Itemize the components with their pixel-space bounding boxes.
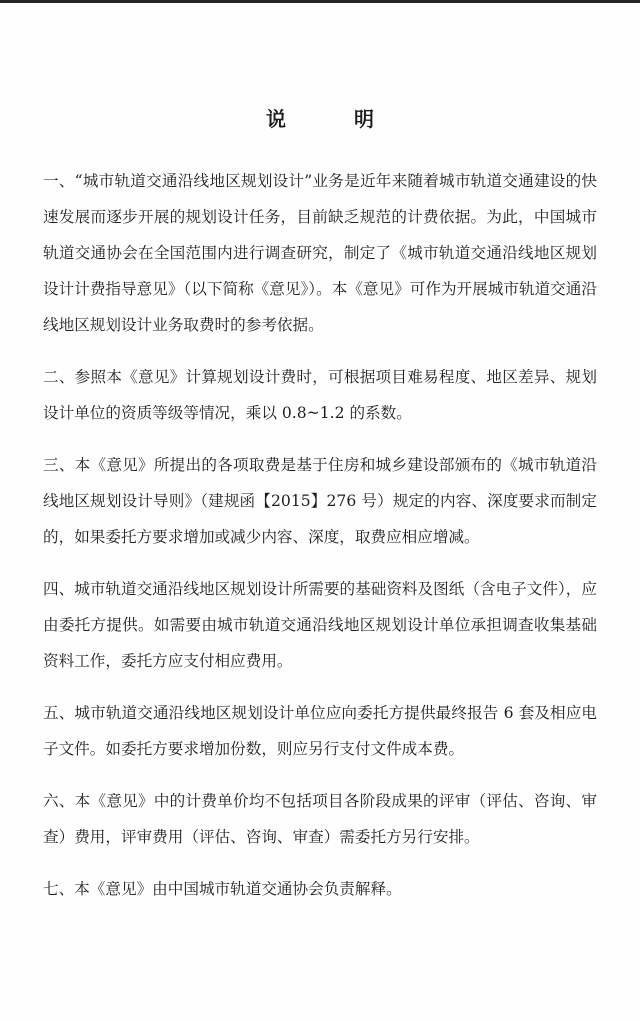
paragraph-6: 六、本《意见》中的计费单价均不包括项目各阶段成果的评审（评估、咨询、审查）费用，评审费用（评估、咨询、审查）需委托方另行安排。 <box>43 792 597 846</box>
document-page <box>43 105 597 923</box>
paragraph-1: 一、“城市轨道交通沿线地区规划设计”业务是近年来随着城市轨道交通建设的快速发展而逐步开展的规划设计任务，目前缺乏规范的计费依据。为此，中国城市轨道交通协会在全国范围内进行调查研究，制定了《城市轨道交通沿线地区规划设计计费指导意见》（以下简称《意见》）。本《意见》可作为开展城市轨道交通沿线地区规划设计业务取费时的参考依据。 <box>43 172 597 334</box>
paragraph-7: 七、本《意见》由中国城市轨道交通协会负责解释。 <box>43 880 402 898</box>
paragraph-3: 三、本《意见》所提出的各项取费是基于住房和城乡建设部颁布的《城市轨道沿线地区规划设计导则》（建规函【2015】276 号）规定的内容、深度要求而制定的，如果委托方要求增加或减少内容、深度，取费应相应增减。 <box>43 456 597 546</box>
document-title: 说 明 <box>266 107 398 131</box>
paragraph-4: 四、城市轨道交通沿线地区规划设计所需要的基础资料及图纸（含电子文件），应由委托方提供。如需要由城市轨道交通沿线地区规划设计单位承担调查收集基础资料工作，委托方应支付相应费用。 <box>43 580 597 670</box>
paragraph-2: 二、参照本《意见》计算规划设计费时，可根据项目难易程度、地区差异、规划设计单位的资质等级等情况，乘以 0.8~1.2 的系数。 <box>43 368 597 422</box>
paragraph-5: 五、城市轨道交通沿线地区规划设计单位应向委托方提供最终报告 6 套及相应电子文件。如委托方要求增加份数，则应另行支付文件成本费。 <box>43 704 597 758</box>
top-edge-bar <box>0 0 640 3</box>
